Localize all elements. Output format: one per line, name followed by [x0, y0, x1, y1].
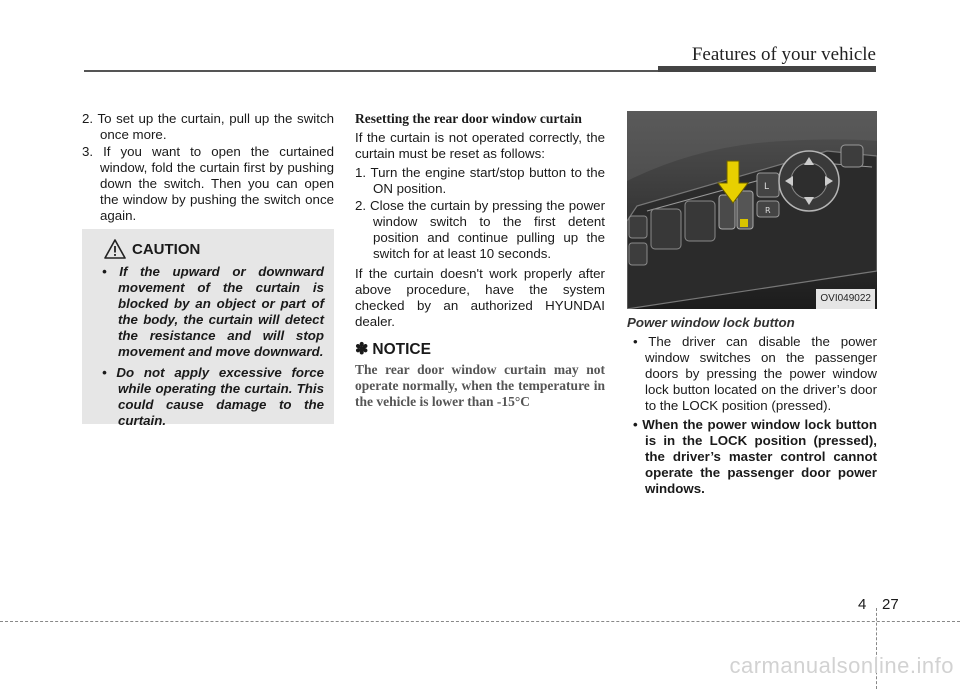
reset-outro: If the curtain doesn't work properly after above procedure, have the system checked by an authorized HYUNDAI dealer.	[355, 266, 605, 329]
notice-text: The rear door window curtain may not operate normally, when the temperature in the vehicle is lower than -15°C	[355, 362, 605, 409]
chapter-number: 4	[858, 596, 867, 613]
image-code-label: OVI049022	[816, 289, 875, 309]
watermark-text: carmanualsonline.info	[729, 653, 954, 678]
reset-step-1: 1. Turn the engine start/stop button to the ON position.	[355, 165, 605, 196]
middle-column	[355, 111, 605, 410]
door-switch-illustration	[627, 111, 877, 309]
left-column	[82, 111, 334, 224]
svg-text:L: L	[764, 182, 770, 192]
notice-star-icon: ✽	[355, 341, 369, 358]
lock-bullet-warning: • When the power window lock button is in the LOCK position (pressed), the driver’s master control cannot operate the passenger door power windows.	[633, 417, 877, 496]
page-header-title: Features of your vehicle	[691, 44, 876, 65]
notice-header	[355, 342, 605, 358]
svg-text:R: R	[765, 206, 771, 215]
right-column	[627, 111, 877, 497]
caution-item-blocked: • If the upward or downward movement of the curtain is blocked by an object or part of the body, the curtain will detect the resistance and will stop movement and move downward.	[102, 264, 324, 359]
notice-title: NOTICE	[372, 341, 431, 358]
header-rule-accent	[658, 66, 876, 72]
page-number: 27	[882, 596, 899, 613]
reset-intro: If the curtain is not operated correctly, the curtain must be reset as follows:	[355, 130, 605, 161]
lock-bullet-disable: • The driver can disable the power window switches on the passenger doors by pressing the power window lock button located on the driver’s door to the LOCK position (pressed).	[633, 334, 877, 413]
reset-step-2: 2. Close the curtain by pressing the power window switch to the first detent position and continue pulling up the switch for at least 10 seconds.	[355, 198, 605, 261]
warning-triangle-icon	[104, 239, 126, 259]
caution-title: CAUTION	[132, 240, 201, 258]
header-rule	[84, 70, 660, 72]
photo-caption: Power window lock button	[627, 315, 795, 330]
caution-item-force: • Do not apply excessive force while operating the curtain. This could cause damage to the curtain.	[102, 365, 324, 428]
curtain-step-3: 3. If you want to open the curtained window, fold the curtain first by pushing down the switch. Then you can open the window by pushing the switch once again.	[82, 144, 334, 223]
door-switch-photo	[627, 111, 877, 309]
footer-rule	[0, 621, 960, 622]
caution-box	[82, 229, 334, 428]
caution-header	[92, 239, 324, 259]
reset-heading: Resetting the rear door window curtain	[355, 111, 582, 126]
curtain-step-2: 2. To set up the curtain, pull up the switch once more.	[82, 111, 334, 142]
